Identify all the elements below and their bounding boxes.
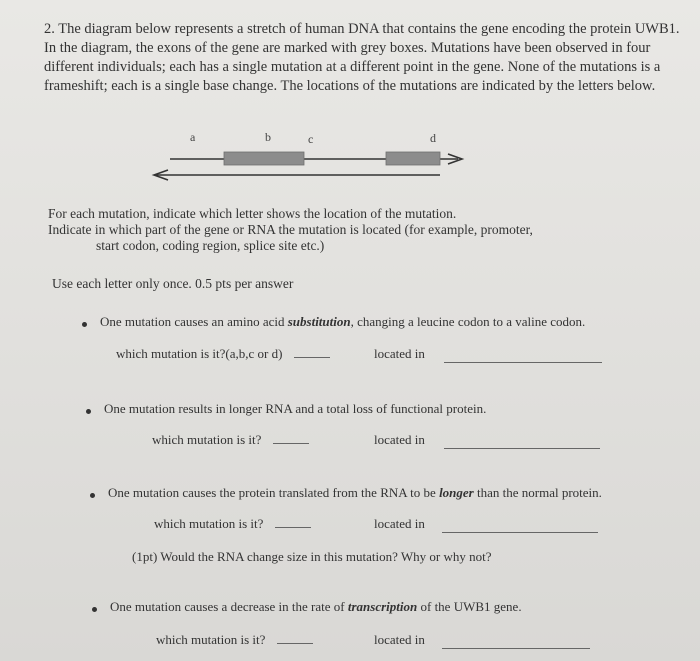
question-1-which: which mutation is it?(a,b,c or d) bbox=[116, 346, 330, 362]
instruction-line-2: Indicate in which part of the gene or RNA the mutation is located (for example, promoter, bbox=[48, 222, 533, 237]
bullet-4 bbox=[92, 607, 97, 612]
question-3-text: One mutation causes the protein translated from the RNA to be longer than the normal protein. bbox=[108, 485, 602, 500]
answer-blank-location-2[interactable] bbox=[444, 447, 600, 449]
question-3-extra: (1pt) Would the RNA change size in this mutation? Why or why not? bbox=[132, 549, 492, 564]
question-1-located: located in bbox=[374, 346, 425, 361]
answer-blank-letter-1[interactable] bbox=[294, 347, 330, 358]
bullet-1 bbox=[82, 322, 87, 327]
question-4-located: located in bbox=[374, 632, 425, 647]
question-2-located: located in bbox=[374, 432, 425, 447]
instructions bbox=[48, 206, 668, 254]
answer-blank-location-1[interactable] bbox=[444, 361, 602, 363]
mutation-letter-b: b bbox=[265, 130, 271, 144]
dna-diagram bbox=[140, 130, 500, 182]
answer-blank-letter-3[interactable] bbox=[275, 517, 311, 528]
dna-strands bbox=[140, 130, 500, 182]
question-3-located: located in bbox=[374, 516, 425, 531]
emphasis-longer: longer bbox=[439, 485, 474, 500]
question-intro: 2. The diagram below represents a stretch of human DNA that contains the gene encoding the protein UWB1. In the diagram, the exons of the gene are marked with grey boxes. Mutations have been observed in four different individuals; each has a single mutation at a different point in the gene. None of the mutations is a frameshift; each is a single base change. The locations of the mutations are indicated by the letters below. bbox=[44, 21, 680, 94]
emphasis-substitution: substitution bbox=[287, 314, 351, 329]
question-2-which: which mutation is it? bbox=[152, 432, 309, 448]
answer-blank-letter-4[interactable] bbox=[277, 633, 313, 644]
answer-blank-location-3[interactable] bbox=[442, 531, 598, 533]
question-2-text: One mutation results in longer RNA and a total loss of functional protein. bbox=[104, 401, 487, 416]
exon-1 bbox=[224, 152, 304, 165]
bullet-2 bbox=[86, 409, 91, 414]
exon-2 bbox=[386, 152, 440, 165]
mutation-letter-c: c bbox=[308, 132, 314, 146]
instruction-line-3: start codon, coding region, splice site etc.) bbox=[96, 238, 325, 253]
question-4-text: One mutation causes a decrease in the rate of transcription of the UWB1 gene. bbox=[110, 599, 522, 614]
mutation-letter-d: d bbox=[430, 131, 436, 145]
use-each-letter-note: Use each letter only once. 0.5 pts per answer bbox=[52, 276, 294, 291]
answer-blank-letter-2[interactable] bbox=[273, 433, 309, 444]
bullet-3 bbox=[90, 493, 95, 498]
mutation-letter-a: a bbox=[190, 130, 196, 144]
instruction-line-1: For each mutation, indicate which letter shows the location of the mutation. bbox=[48, 206, 457, 221]
question-1-text: One mutation causes an amino acid substitution, changing a leucine codon to a valine codon. bbox=[100, 314, 586, 329]
question-3-which: which mutation is it? bbox=[154, 516, 311, 532]
answer-blank-location-4[interactable] bbox=[442, 647, 590, 649]
question-4-which: which mutation is it? bbox=[156, 632, 313, 648]
emphasis-transcription: transcription bbox=[347, 599, 418, 614]
